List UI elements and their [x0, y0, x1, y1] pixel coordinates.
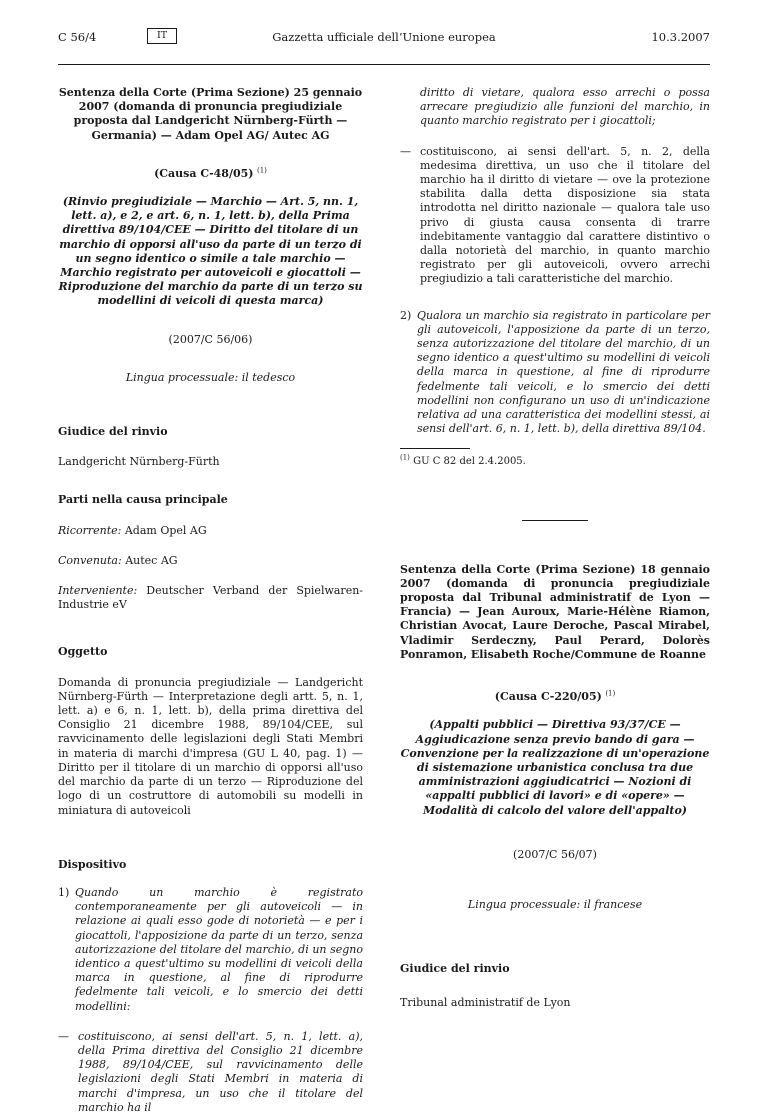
- header-rule: [58, 64, 710, 65]
- operative-point-2: 2) Qualora un marchio sia registrato in particolare per gli autoveicoli, l'apposizione da parte di un terzo, senza autorizzazione del titolare del marchio, di un segno identico a quest'ultimo su modellini di veicoli della marca in questione, al fine di riprodurre fedelmente tali veicoli, e lo smercio dei detti modellini non configurano un uso di un'indicazione relativa ad una caratteristica dei modellini stessi, ai sensi dell'art. 6, n. 1, lett. b), della direttiva 89/104.: [400, 308, 710, 436]
- operative-point-1: 1) Quando un marchio è registrato contemporaneamente per gli autoveicoli — in relazione ai quali esso gode di notorietà — e per i giocattoli, l'apposizione da parte di un terzo, senza autorizzazione del titolare del marchio, di un segno identico a quest'ultimo su modellini di veicoli della marca in questione, al fine di riprodurre fedelmente tali veicoli, e lo smercio dei detti modellini:: [58, 885, 363, 1013]
- procedure-language-2: Lingua processuale: il francese: [467, 897, 643, 911]
- language-code-box: IT: [147, 28, 177, 44]
- case-subject-2: (Appalti pubblici — Direttiva 93/37/CE — Aggiudicazione senza previo bando di gara — Convenzione per la realizzazione di un'operazione di sistemazione urbanistica conclusa tra due amministrazioni aggiudicatrici — Nozioni di «appalti pubblici di lavori» e di «opere» — Modalità di calcolo del valore dell'appalto): [400, 718, 710, 817]
- publication-ref-2: (2007/C 56/07): [513, 847, 597, 861]
- footnote-ref-2: (1): [605, 689, 616, 698]
- operative-point-1-indent: — costituiscono, ai sensi dell'art. 5, n. 1, lett. a), della Prima direttiva del Consiglio 21 dicembre 1988, 89/104/CEE, sul ravvicinamento delle legislazioni degli Stati Membri in materia di marchi d'impresa, un uso che il titolare del marchio ha il: [58, 1029, 363, 1114]
- section-operative-part: Dispositivo: [58, 857, 127, 871]
- left-column: [58, 86, 363, 1115]
- case-number-2: (Causa C-220/05) $^{(1)}$: [494, 689, 616, 704]
- case-subject: (Rinvio pregiudiziale — Marchio — Art. 5, nn. 1, lett. a), e 2, e art. 6, n. 1, lett. b), della Prima direttiva 89/104/CEE — Diritto del titolare di un marchio di opporsi all'uso da parte di un terzo di un segno identico o simile a tale marchio — Marchio registrato per autoveicoli e giocattoli — Riproduzione del marchio da parte di un terzo su modellini di veicoli di questa marca): [58, 195, 363, 308]
- section-referring-court-2: Giudice del rinvio: [400, 962, 510, 976]
- operative-point-1-indent-2: — costituiscono, ai sensi dell'art. 5, n. 2, della medesima direttiva, un uso che il titolare del marchio ha il diritto di vietare — ove la protezione stabilita dalla detta disposizione sia stata introdotta nel diritto nazionale — qualora tale uso privo di giusta causa consenta di trarre indebitamente vantaggio dal carattere distintivo o dalla notorietà del marchio, in quanto marchio registrato per gli autoveicoli, ovvero arrechi pregiudizio a tali caratteristiche del marchio.: [400, 144, 710, 286]
- journal-title: Gazzetta ufficiale dell’Unione europea: [272, 30, 496, 44]
- applicant: Ricorrente: Adam Opel AG: [58, 523, 207, 537]
- referring-court-2: Tribunal administratif de Lyon: [400, 996, 571, 1010]
- publication-date: 10.3.2007: [651, 30, 710, 44]
- section-parties: Parti nella causa principale: [58, 493, 228, 507]
- footnote: $^{(1)}$ GU C 82 del 2.4.2005.: [400, 454, 526, 468]
- article-separator: [522, 520, 588, 521]
- intervener: Interveniente: Deutscher Verband der Spielwaren-Industrie eV: [58, 584, 363, 612]
- referring-court: Landgericht Nürnberg-Fürth: [58, 455, 220, 469]
- page-reference: C 56/4: [58, 30, 97, 44]
- judgment-title: Sentenza della Corte (Prima Sezione) 25 gennaio 2007 (domanda di pronuncia pregiudiziale proposta dal Landgericht Nürnberg-Fürth — Germania) — Adam Opel AG/ Autec AG: [58, 86, 363, 142]
- section-referring-court: Giudice del rinvio: [58, 425, 168, 439]
- procedure-language: Lingua processuale: il tedesco: [125, 370, 296, 384]
- footnote-rule: [400, 448, 470, 449]
- right-column: [400, 86, 710, 1011]
- page-header: [0, 28, 768, 52]
- judgment-title-2: Sentenza della Corte (Prima Sezione) 18 gennaio 2007 (domanda di pronuncia pregiudiziale proposta dal Tribunal administratif de Lyon — Francia) — Jean Auroux, Marie-Hélène Riamon, Christian Avocat, Laure Deroche, Pascal Mirabel, Vladimir Serdeczny, Paul Perard, Dolorès Ponramon, Elisabeth Roche/Commune de Roanne: [400, 562, 710, 661]
- section-object: Oggetto: [58, 645, 108, 659]
- publication-ref: (2007/C 56/06): [168, 332, 253, 346]
- operative-point-1-continued: diritto di vietare, qualora esso arrechi o possa arrecare pregiudizio alle funzioni del marchio, in quanto marchio registrato per i giocattoli;: [420, 86, 710, 128]
- footnote-ref: (1): [256, 166, 267, 175]
- case-number: (Causa C-48/05) $^{(1)}$: [154, 166, 267, 180]
- defendant: Convenuta: Autec AG: [58, 553, 178, 567]
- object-text: Domanda di pronuncia pregiudiziale — Landgericht Nürnberg-Fürth — Interpretazione degli artt. 5, n. 1, lett. a) e 6, n. 1, lett. b), della prima direttiva del Consiglio 21 dicembre 1988, 89/104/CEE, sul ravvicinamento delle legislazioni degli Stati Membri in materia di marchi d'impresa (GU L 40, pag. 1) — Diritto per il titolare di un marchio di opporsi all'uso del marchio da parte di un terzo — Riproduzione del logo di un costruttore di automobili su modelli in miniatura di autoveicoli: [58, 675, 363, 817]
